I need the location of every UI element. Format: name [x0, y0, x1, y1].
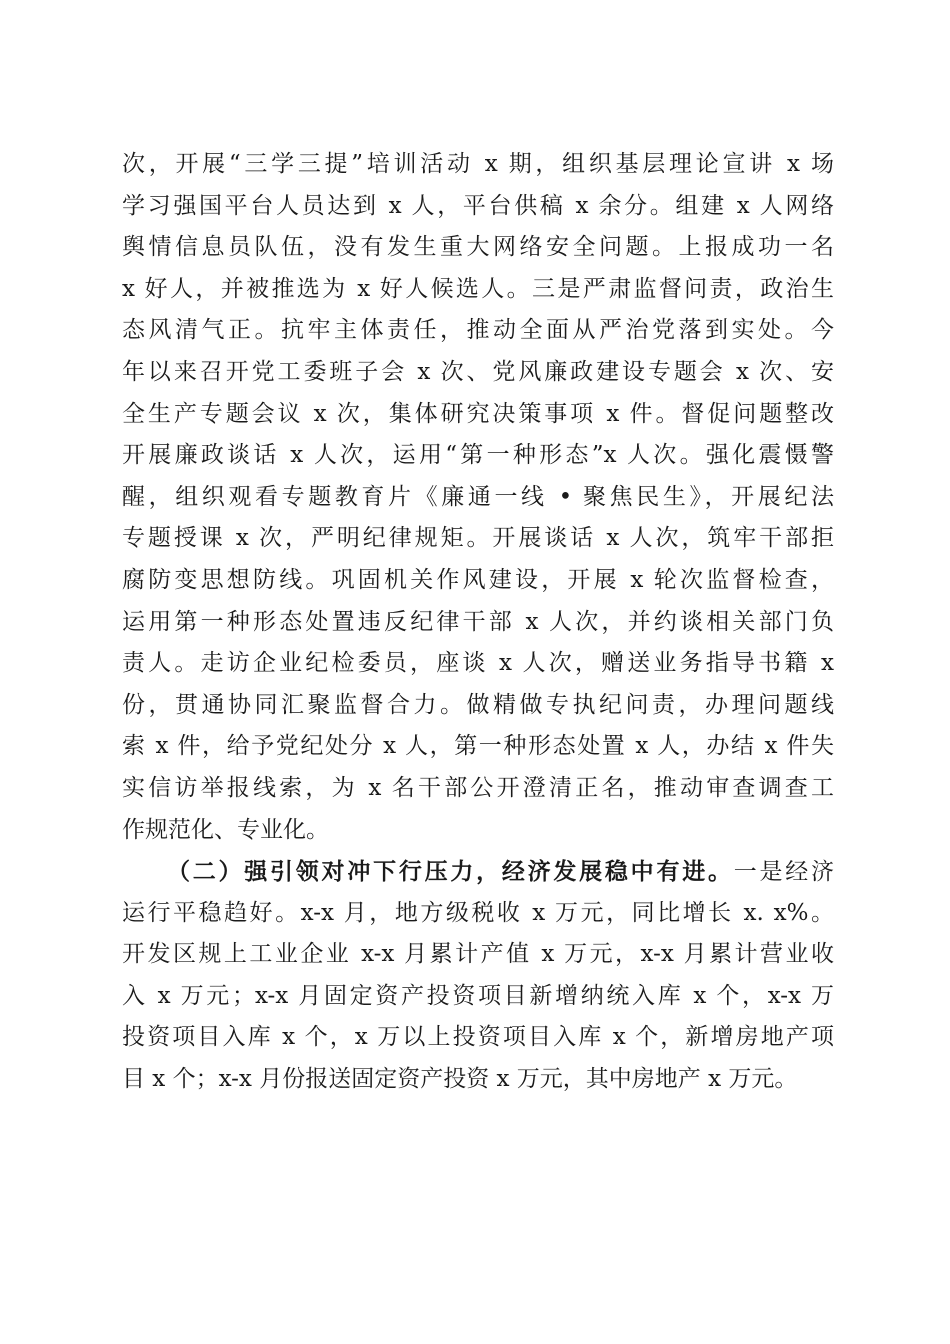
- text-line: 份，贯通协同汇聚监督合力。做精做专执纪问责，办理问题线: [122, 691, 834, 718]
- section-heading: （二）强引领对冲下行压力，经济发展稳中有进。: [167, 858, 734, 886]
- section-heading-line: [122, 851, 834, 893]
- text-line: 腐防变思想防线。巩固机关作风建设，开展 x 轮次监督检查，: [122, 566, 834, 593]
- text-line: 投资项目入库 x 个，x 万以上投资项目入库 x 个，新增房地产项: [122, 1024, 834, 1051]
- text-line: 实信访举报线索，为 x 名干部公开澄清正名，推动审查调查工: [122, 774, 834, 801]
- text-line: 年以来召开党工委班子会 x 次、党风廉政建设专题会 x 次、安: [122, 358, 834, 385]
- text-line: 目 x 个；x-x 月份报送固定资产投资 x 万元，其中房地产 x 万元。: [122, 1066, 798, 1093]
- text-line: 责人。走访企业纪检委员，座谈 x 人次，赠送业务指导书籍 x: [122, 650, 834, 677]
- text-line: 运行平稳趋好。x-x 月，地方级税收 x 万元，同比增长 x. x%。: [122, 899, 834, 926]
- text-line: 作规范化、专业化。: [122, 816, 329, 843]
- text-line: x 好人，并被推选为 x 好人候选人。三是严肃监督问责，政治生: [122, 275, 834, 302]
- text-line: 态风清气正。抗牢主体责任，推动全面从严治党落到实处。今: [122, 317, 834, 344]
- text-line: 开发区规上工业企业 x-x 月累计产值 x 万元，x-x 月累计营业收: [122, 941, 834, 968]
- text-line: 次，开展“三学三提”培训活动 x 期，组织基层理论宣讲 x 场: [122, 151, 834, 177]
- text-line: 索 x 件，给予党纪处分 x 人，第一种形态处置 x 人，办结 x 件失: [122, 733, 834, 760]
- text-line: 开展廉政谈话 x 人次，运用“第一种形态”x 人次。强化震慑警: [122, 442, 834, 469]
- section-heading-continuation: 一是经济: [733, 859, 834, 886]
- text-line: 专题授课 x 次，严明纪律规矩。开展谈话 x 人次，筑牢干部拒: [122, 525, 834, 552]
- text-line: 入 x 万元；x-x 月固定资产投资项目新增纳统入库 x 个，x-x 万: [122, 982, 834, 1009]
- text-line: 醒，组织观看专题教育片《廉通一线 • 聚焦民生》，开展纪法: [122, 483, 834, 510]
- text-line: 运用第一种形态处置违反纪律干部 x 人次，并约谈相关部门负: [122, 608, 834, 635]
- text-line: 全生产专题会议 x 次，集体研究决策事项 x 件。督促问题整改: [122, 400, 834, 427]
- text-line: 舆情信息员队伍，没有发生重大网络安全问题。上报成功一名: [122, 234, 834, 261]
- body-text: [122, 144, 834, 1101]
- text-line: 学习强国平台人员达到 x 人，平台供稿 x 余分。组建 x 人网络: [122, 192, 834, 219]
